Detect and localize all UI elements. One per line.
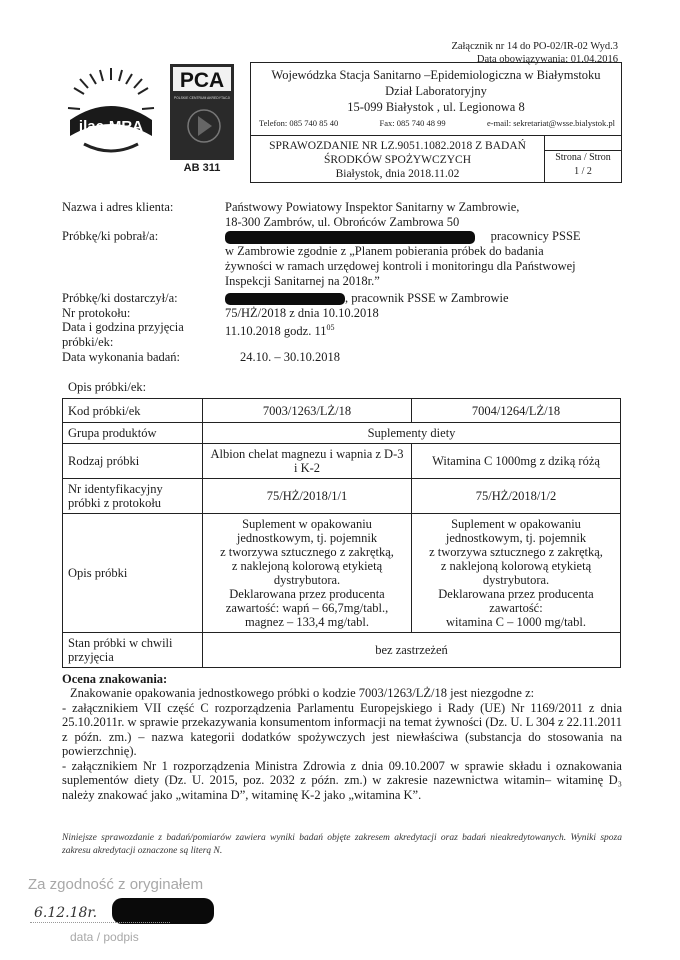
description-line: Suplement w opakowaniu [242,517,372,531]
description-line: Deklarowana przez producenta [438,587,594,601]
sampled-by-label: Próbkę/ki pobrał/a: [62,229,159,243]
description-line: z naklejoną kolorową etykietą [231,559,383,573]
receipt-label-line1: Data i godzina przyjęcia [62,320,184,334]
client-address: 18-300 Zambrów, ul. Obrońców Zambrowa 50 [225,215,460,229]
description-line: zawartość: [489,601,543,615]
client-name-label: Nazwa i adres klienta: [62,200,174,214]
sample-type-1: Albion chelat magnezu i wapnia z D-3 i K-2 [203,444,412,479]
description-line: jednostkowym, tj. pojemnik [445,531,587,545]
email: e-mail: sekretariat@wsse.bialystok.pl [487,118,615,128]
description-line: zawartość: wapń – 66,7mg/tabl., [225,601,389,615]
receipt-label [62,320,222,350]
sample-code-2: 7004/1264/LŻ/18 [412,399,621,423]
assessment-title: Ocena znakowania: [62,672,168,686]
row-label: Opis próbki [63,514,203,633]
receipt-datetime: 11.10.2018 godz. 11 [225,324,327,339]
description-line: z naklejoną kolorową etykietą [440,559,592,573]
sample-condition: bez zastrzeżeń [203,633,621,668]
pca-logo [170,64,234,160]
redacted-signature [112,898,214,924]
fax: Fax: 085 740 48 99 [379,118,446,128]
description-line: dystrybutora. [273,573,341,587]
delivered-by-value [225,291,620,306]
protocol-value: 75/HŻ/2018 z dnia 10.10.2018 [225,306,379,320]
product-group: Suplementy diety [203,423,621,444]
row-label: Rodzaj próbki [63,444,203,479]
table-row [63,423,621,444]
samples-heading: Opis próbki/ek: [68,380,147,394]
table-row [63,399,621,423]
description-line: Deklarowana przez producenta [229,587,385,601]
samples-table [62,398,621,668]
pca-logo-subtext: POLSKIE CENTRUM AKREDYTACJI [173,96,231,100]
phone: Telefon: 085 740 85 40 [259,118,339,128]
redacted-name [225,293,345,305]
sampled-by-line2: w Zambrowie zgodnie z „Planem pobierania próbek do badania [225,244,544,258]
description-line: jednostkowym, tj. pojemnik [236,531,378,545]
sample-description-2 [412,514,621,633]
description-line: witamina C – 1000 mg/tabl. [446,615,586,629]
delivered-by-suffix: , pracownik PSSE w Zambrowie [345,291,509,305]
institution-box [250,62,622,183]
description-line: dystrybutora. [482,573,550,587]
description-line: z tworzywa sztucznego z zakrętką, [220,545,394,559]
institution-contact [259,115,615,131]
row-label: Kod próbki/ek [63,399,203,423]
row-label: Nr identyfikacyjny próbki z protokołu [63,479,203,514]
sampled-by-value [225,229,620,289]
annex-reference: Załącznik nr 14 do PO-02/IR-02 Wyd.3 [451,41,618,52]
institution-address: 15-099 Białystok , ul. Legionowa 8 [347,100,525,114]
accreditation-footnote: Niniejsze sprawozdanie z badań/pomiarów zawiera wyniki badań objęte zakresem akredytacji oraz badań nieakredytowanych. Wyniki spoza zakresu akredytacji oznaczone są literą N. [62,833,622,856]
signature-line [30,922,170,923]
tests-date-label: Data wykonania badań: [62,350,181,364]
sampled-by-suffix: pracownicy PSSE [490,229,581,243]
receipt-minutes: 05 [326,323,335,332]
sample-id-2: 75/HŻ/2018/1/2 [412,479,621,514]
description-line: magnez – 133,4 mg/tabl. [245,615,369,629]
institution-department: Dział Laboratoryjny [385,84,487,98]
sampled-by-line3: żywności w ramach urzędowej kontroli i monitoringu dla Państwowej [225,259,576,273]
table-row [63,633,621,668]
handwritten-date: 6.12.18r. [34,905,98,921]
ilac-mra-logo [60,62,162,164]
protocol-label: Nr protokołu: [62,306,131,320]
row-label: Stan próbki w chwili przyjęcia [63,633,203,668]
institution-name: Wojewódzka Stacja Sanitarno –Epidemiologiczna w Białymstoku [271,68,601,82]
ilac-mra-text: ilac-MRA [78,118,144,135]
assessment-paragraph: - załącznikiem Nr 1 rozporządzenia Ministra Zdrowia z dnia 09.10.2007 w sprawie składu i oznakowania suplementów diety (Dz. U. 2015, poz. 2032 z późn. zm.) w zakresie nazewnictwa witamin– witaminę D₃ należy znakować jako „witamina D”, witaminę K-2 jako „witamina K”. [62,758,622,802]
tests-date-value: 24.10. – 30.10.2018 [240,350,340,364]
date-signature-caption: data / podpis [70,930,139,944]
sample-id-1: 75/HŻ/2018/1/1 [203,479,412,514]
table-row [63,514,621,633]
assessment-body [62,686,622,802]
table-row [63,444,621,479]
redacted-name [225,231,475,244]
receipt-label-line2: próbki/ek: [62,335,114,349]
sample-code-1: 7003/1263/LŻ/18 [203,399,412,423]
receipt-value [225,320,620,339]
delivered-by-label: Próbkę/ki dostarczył/a: [62,291,178,305]
description-line: Suplement w opakowaniu [451,517,581,531]
row-label: Grupa produktów [63,423,203,444]
assessment-paragraph: - załącznikiem VII część C rozporządzenia Parlamentu Europejskiego i Rady (UE) Nr 1169/2011 z dnia 25.10.2011r. w sprawie przekazywania konsumentom informacji na temat żywności (Dz. U. L 304 z 22.11.2011 z późn. zm.) – nazwa kategorii dodatków spożywczych jest niewłaściwa (substancja do stosowania na powierzchnię). [62,700,622,758]
page-number: 1 / 2 [574,166,592,177]
sample-type-2: Witamina C 1000mg z dziką różą [412,444,621,479]
certified-copy-stamp: Za zgodność z oryginałem [28,876,204,893]
table-row [63,479,621,514]
client-name [225,200,620,230]
description-line: z tworzywa sztucznego z zakrętką, [429,545,603,559]
report-subtitle: ŚRODKÓW SPOŻYWCZYCH [323,154,472,166]
client-name-line1: Państwowy Powiatowy Inspektor Sanitarny w Zambrowie, [225,200,520,214]
assessment-paragraph: Znakowanie opakowania jednostkowego próbki o kodzie 7003/1263/LŻ/18 jest niezgodne z: [70,686,535,700]
sample-description-1 [203,514,412,633]
report-title: SPRAWOZDANIE NR LZ.9051.1082.2018 Z BADAŃ [269,140,526,152]
accreditation-number: AB 311 [183,162,221,174]
valid-from-date: Data obowiązywania: 01.04.2016 [476,54,618,65]
page-label: Strona / Stron [545,150,621,165]
pca-logo-text: PCA [179,69,225,92]
report-place-date: Białystok, dnia 2018.11.02 [335,168,460,180]
sampled-by-line4: Inspekcji Sanitarnej na 2018r.” [225,274,380,288]
